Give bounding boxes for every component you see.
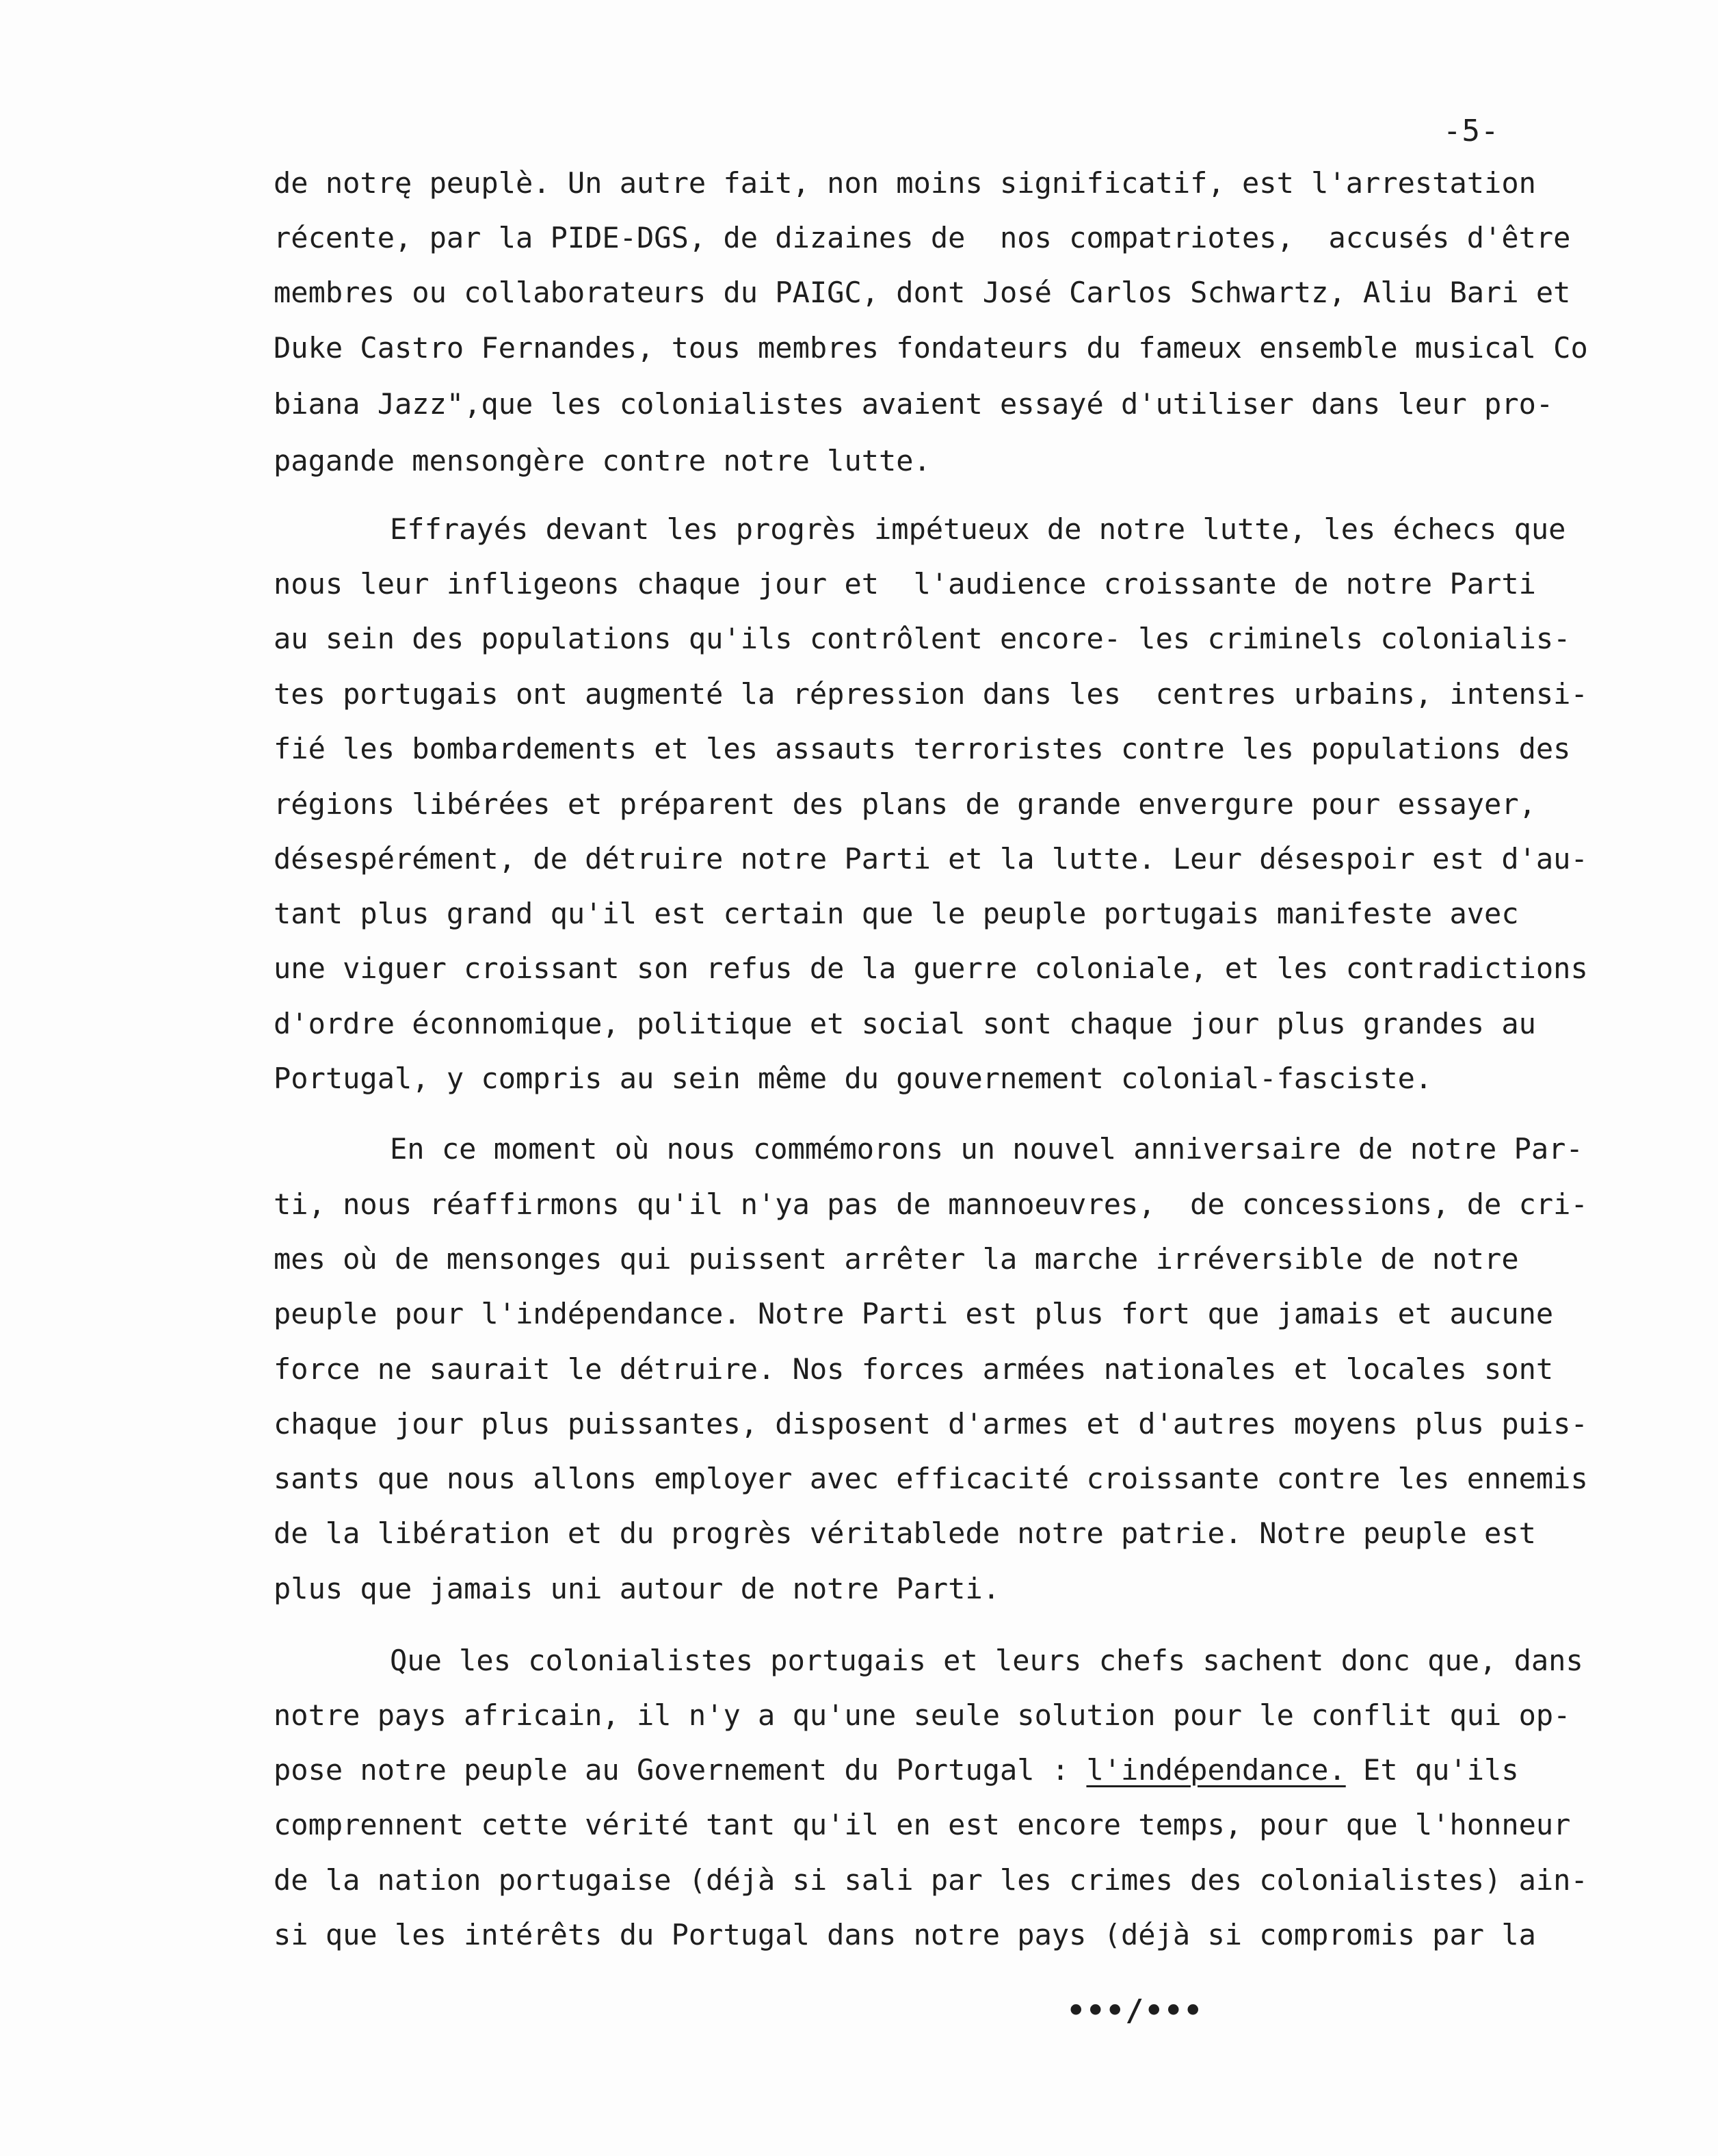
continuation-mark: •••/••• [1067, 1993, 1204, 2028]
text-line: fié les bombardements et les assauts terroristes contre les populations des [274, 732, 1571, 765]
text-line: peuple pour l'indépendance. Notre Parti est plus fort que jamais et aucune [274, 1297, 1554, 1330]
text-segment: Et qu'ils [1345, 1753, 1519, 1787]
text-line: force ne saurait le détruire. Nos forces armées nationales et locales sont [274, 1352, 1554, 1386]
text-line: sants que nous allons employer avec efficacité croissante contre les ennemis [274, 1462, 1588, 1495]
text-line: si que les intérêts du Portugal dans notre pays (déjà si compromis par la [274, 1918, 1536, 1951]
text-segment: pose notre peuple au Governement du Portugal : [274, 1753, 1087, 1787]
text-line: récente, par la PIDE-DGS, de dizaines de nos compatriotes, accusés d'être [274, 221, 1571, 254]
text-line: chaque jour plus puissantes, disposent d'armes et d'autres moyens plus puis- [274, 1407, 1588, 1441]
text-line: comprennent cette vérité tant qu'il en est encore temps, pour que l'honneur [274, 1808, 1571, 1841]
text-line: une viguer croissant son refus de la guerre coloniale, et les contradictions [274, 951, 1588, 985]
text-line: membres ou collaborateurs du PAIGC, dont José Carlos Schwartz, Aliu Bari et [274, 276, 1571, 309]
text-line: plus que jamais uni autour de notre Parti. [274, 1572, 1001, 1605]
underlined-emphasis: l'indépendance. [1086, 1753, 1346, 1787]
text-line: au sein des populations qu'ils contrôlent encore- les criminels colonialis- [274, 622, 1571, 655]
text-line: de la nation portugaise (déjà si sali par les crimes des colonialistes) ain- [274, 1863, 1588, 1897]
text-line: Portugal, y compris au sein même du gouvernement colonial-fasciste. [274, 1062, 1433, 1095]
text-line: tant plus grand qu'il est certain que le peuple portugais manifeste avec [274, 897, 1519, 930]
text-line: désespérément, de détruire notre Parti et la lutte. Leur désespoir est d'au- [274, 842, 1588, 876]
text-line: nous leur infligeons chaque jour et l'audience croissante de notre Parti [274, 567, 1536, 601]
text-line: En ce moment où nous commémorons un nouvel anniversaire de notre Par- [390, 1132, 1583, 1166]
text-line: d'ordre éconnomique, politique et social sont chaque jour plus grandes au [274, 1007, 1536, 1040]
text-line: mes où de mensonges qui puissent arrêter la marche irréversible de notre [274, 1242, 1519, 1276]
text-line: pagande mensongère contre notre lutte. [274, 444, 931, 477]
text-line: de la libération et du progrès véritablede notre patrie. Notre peuple est [274, 1516, 1536, 1550]
page-number: -5- [1443, 114, 1500, 148]
text-line: Que les colonialistes portugais et leurs chefs sachent donc que, dans [390, 1644, 1583, 1677]
text-line: biana Jazz",que les colonialistes avaient essayé d'utiliser dans leur pro- [274, 387, 1554, 421]
text-line: Duke Castro Fernandes, tous membres fondateurs du fameux ensemble musical Co [274, 331, 1588, 365]
text-line: Effrayés devant les progrès impétueux de notre lutte, les échecs que [390, 512, 1566, 546]
text-line: régions libérées et préparent des plans de grande envergure pour essayer, [274, 787, 1536, 821]
text-line: de notrę peuplè. Un autre fait, non moins significatif, est l'arrestation [274, 166, 1536, 200]
text-line: tes portugais ont augmenté la répression dans les centres urbains, intensi- [274, 677, 1588, 711]
text-line-with-emphasis [274, 1751, 1519, 1789]
text-line: notre pays africain, il n'y a qu'une seule solution pour le conflit qui op- [274, 1698, 1571, 1732]
text-line: ti, nous réaffirmons qu'il n'ya pas de mannoeuvres, de concessions, de cri- [274, 1187, 1588, 1221]
